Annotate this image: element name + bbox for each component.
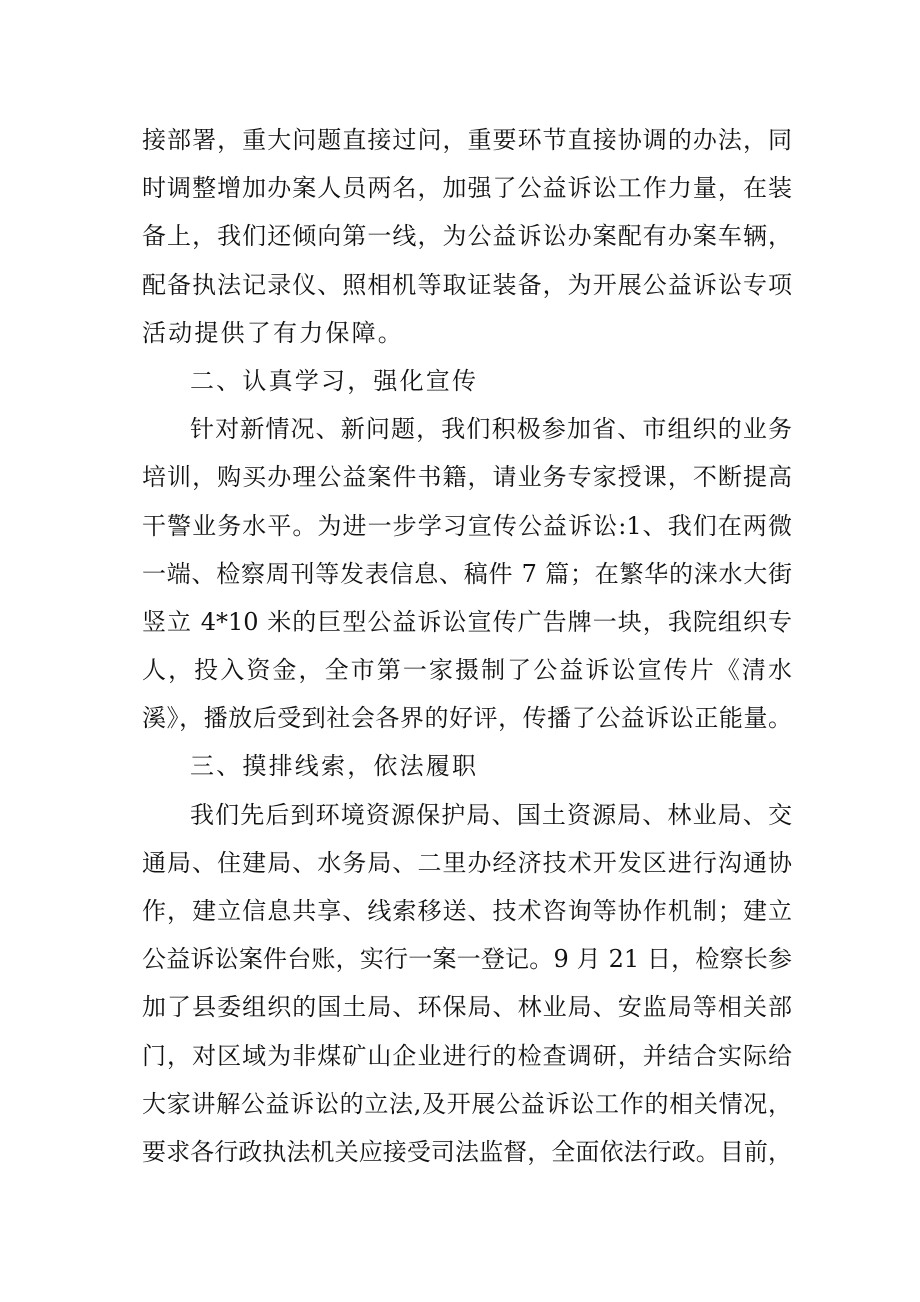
text-line: 门，对区域为非煤矿山企业进行的检查调研，并结合实际给 [142,1041,792,1070]
text-line: 溪》，播放后受到社会各界的好评，传播了公益诉讼正能量。 [142,704,792,733]
section-heading: 二、认真学习，强化宣传 [190,366,479,395]
text-line: 大家讲解公益诉讼的立法,及开展公益诉讼工作的相关情况， [142,1089,792,1118]
text-line: 我们先后到环境资源保护局、国土资源局、林业局、交 [190,800,792,829]
text-line: 公益诉讼案件台账，实行一案一登记。9 月 21 日，检察长参 [142,945,792,974]
text-line: 竖立 4*10 米的巨型公益诉讼宣传广告牌一块，我院组织专 [142,607,792,636]
text-line: 人，投入资金，全市第一家摄制了公益诉讼宣传片《清水 [142,656,792,685]
text-line: 备上，我们还倾向第一线，为公益诉讼办案配有办案车辆， [142,222,792,251]
text-line: 针对新情况、新问题，我们积极参加省、市组织的业务 [190,415,792,444]
text-line: 要求各行政执法机关应接受司法监督，全面依法行政。目前， [142,1137,792,1166]
text-line: 培训，购买办理公益案件书籍，请业务专家授课，不断提高 [142,463,792,492]
text-line: 干警业务水平。为进一步学习宣传公益诉讼:1、我们在两微 [142,511,792,540]
text-line: 时调整增加办案人员两名，加强了公益诉讼工作力量，在装 [142,174,792,203]
text-line: 作，建立信息共享、线索移送、技术咨询等协作机制；建立 [142,897,792,925]
text-line: 配备执法记录仪、照相机等取证装备，为开展公益诉讼专项 [142,270,792,299]
text-line: 通局、住建局、水务局、二里办经济技术开发区进行沟通协 [142,848,792,877]
text-line: 一端、检察周刊等发表信息、稿件 7 篇；在繁华的涞水大街 [142,559,792,588]
text-line: 活动提供了有力保障。 [142,318,404,347]
section-heading: 三、摸排线索，依法履职 [190,752,479,781]
document-body [142,116,792,1176]
text-line: 加了县委组织的国土局、环保局、林业局、安监局等相关部 [142,993,792,1022]
text-line: 接部署，重大问题直接过问，重要环节直接协调的办法，同 [142,126,792,154]
